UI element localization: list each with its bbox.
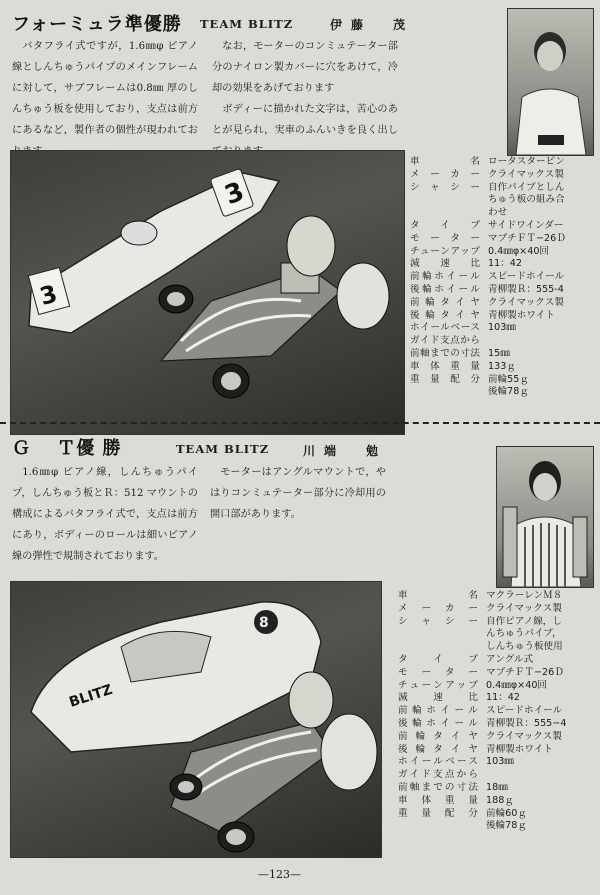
spec-label: モ ー タ ー <box>398 666 478 678</box>
spec-value: 188ｇ <box>486 794 514 806</box>
spec-label: タ イ プ <box>398 653 478 665</box>
section2-col1-text: 1.6㎜φ ピアノ線，しんちゅうパイプ，しんちゅう板とＲ：512 マウントの構成によるバタフライ式で，支点は前方にあり，ボディーのロールは細いピアノ線の弾性で規制されております。 <box>12 467 198 562</box>
spec-value: 自作ピアノ線，し <box>486 615 562 627</box>
spec-row <box>398 795 596 808</box>
spec-row <box>398 680 596 693</box>
section2-col2-text: モーターはアングルマウントで，やはりコンミュテーター部分に冷却用の開口部があります。 <box>210 467 386 520</box>
spec-value: 後輪78ｇ <box>488 386 529 398</box>
spec-value: クライマックス製 <box>486 730 562 742</box>
spec-row <box>398 744 596 757</box>
spec-label: チューンアップ <box>410 245 480 257</box>
spec-row <box>398 654 596 667</box>
spec-value: 0.4㎜φ×40回 <box>486 679 548 691</box>
section2-person: 川端 勉 <box>303 444 388 458</box>
svg-text:BLITZ: BLITZ <box>67 681 115 711</box>
spec-row <box>398 616 596 629</box>
section1-team: TEAM BLITZ <box>200 17 294 31</box>
formula-car-image <box>11 151 404 434</box>
spec-row <box>398 641 596 654</box>
spec-label: 前軸までの寸法 <box>398 781 478 793</box>
spec-value: 青柳製Ｒ：555-4 <box>488 283 564 295</box>
spec-row <box>410 169 596 182</box>
spec-row <box>410 258 596 271</box>
spec-label: 車 名 <box>398 590 478 601</box>
svg-text:8: 8 <box>259 615 269 631</box>
spec-value: マクラーレンＭ８ <box>486 590 563 601</box>
section1-person: 伊藤 茂 <box>330 18 415 32</box>
spec-row <box>398 808 596 821</box>
spec-label: 前輪タイヤ <box>410 296 480 308</box>
spec-value: 15㎜ <box>488 347 510 359</box>
spec-row <box>410 348 596 361</box>
section2-car-photo <box>10 581 382 858</box>
spec-label: 重 量 配 分 <box>410 373 480 385</box>
spec-row <box>410 297 596 310</box>
spec-row <box>398 769 596 782</box>
spec-value <box>486 769 596 782</box>
spec-row <box>398 731 596 744</box>
spec-row <box>398 718 596 731</box>
spec-value: ちゅう板の組み合 <box>488 194 565 206</box>
section1-column2 <box>212 36 398 162</box>
spec-row <box>410 194 596 207</box>
spec-row <box>410 220 596 233</box>
spec-label: 車 体 重 量 <box>410 360 480 372</box>
portrait-figure-image <box>508 9 593 155</box>
section1-col1-text: バタフライ式ですが，1.6㎜φ ピアノ線としんちゅうパイプのメインフレームに対して，サブフレームは0.8㎜ 厚のしんちゅう板を使用しており，支点は前方にあるなど，製作者の個性が現われてお <box>12 41 198 136</box>
spec-value: 前輪55ｇ <box>488 373 529 385</box>
section2-portrait-photo <box>496 446 594 588</box>
spec-label: シ ャ シ ー <box>410 181 480 193</box>
spec-value: 青柳製ホワイト <box>488 309 555 321</box>
spec-value: クライマックス製 <box>488 296 564 308</box>
spec-value: しんちゅう板使用 <box>486 641 563 653</box>
section2-column1 <box>12 462 198 567</box>
spec-value: 0.4㎜φ×40回 <box>488 245 550 257</box>
spec-label: 前輪ホイール <box>410 271 480 283</box>
spec-row <box>410 156 596 169</box>
svg-text:3: 3 <box>36 279 61 311</box>
spec-label: タ イ プ <box>410 219 480 231</box>
spec-row <box>410 284 596 297</box>
spec-row <box>410 386 596 399</box>
spec-row <box>398 590 596 603</box>
spec-label: 車 名 <box>410 156 480 167</box>
spec-label: 後輪ホイール <box>410 283 480 295</box>
page-number: —123— <box>258 868 301 881</box>
section1-portrait-photo <box>507 8 594 156</box>
section2-spec-list <box>398 590 596 833</box>
spec-label: 前軸までの寸法 <box>410 347 480 359</box>
spec-value: 後輪78ｇ <box>486 820 527 832</box>
spec-value: 自作パイプとしん <box>488 181 565 193</box>
spec-row <box>410 322 596 335</box>
spec-label: 前輪ホイール <box>398 705 478 717</box>
section1-column1 <box>12 36 198 162</box>
spec-label: チューンアップ <box>398 679 478 691</box>
spec-row <box>410 207 596 220</box>
spec-row <box>410 271 596 284</box>
spec-value <box>488 335 596 348</box>
spec-row <box>410 310 596 323</box>
portrait-figure-image <box>497 447 593 587</box>
spec-label: 前輪タイヤ <box>398 730 478 742</box>
spec-label: 減 速 比 <box>398 692 478 704</box>
spec-label: 重 量 配 分 <box>398 807 478 819</box>
spec-row <box>410 361 596 374</box>
spec-row <box>398 820 596 833</box>
spec-value: スピードホイール <box>488 271 565 283</box>
section2-column2 <box>210 462 386 525</box>
spec-label: ホイールベース <box>410 322 480 334</box>
spec-row <box>410 182 596 195</box>
spec-value: 前輪60ｇ <box>486 807 527 819</box>
spec-value: わせ <box>488 207 508 219</box>
spec-value: 18㎜ <box>486 781 508 793</box>
section1-spec-list <box>410 156 596 399</box>
spec-value: サイドワインダー <box>488 219 564 231</box>
section2-title: Ｇ Ｔ優 勝 <box>12 438 122 459</box>
spec-value: ロータスターピン <box>488 156 565 167</box>
spec-value: 103㎜ <box>488 322 516 334</box>
spec-value: 青柳製Ｒ：555−4 <box>486 717 567 729</box>
spec-row <box>398 705 596 718</box>
spec-label: 後輪タイヤ <box>410 309 480 321</box>
section1-car-photo <box>10 150 405 435</box>
spec-label: 減 速 比 <box>410 258 480 270</box>
section1-title: フォーミュラ準優勝 <box>12 14 182 35</box>
svg-text:3: 3 <box>220 176 249 212</box>
spec-value: んちゅうパイプ， <box>486 628 562 640</box>
spec-value: 青柳製ホワイト <box>486 743 553 755</box>
spec-row <box>398 603 596 616</box>
gt-car-image <box>11 582 381 857</box>
spec-label: モ ー タ ー <box>410 232 480 244</box>
spec-label: メ ー カ ー <box>398 602 478 614</box>
spec-row <box>410 335 596 348</box>
spec-row <box>398 782 596 795</box>
spec-value: 103㎜ <box>486 756 514 768</box>
spec-value: マブチＦＴ−26Ｄ <box>486 666 564 678</box>
spec-label: メ ー カ ー <box>410 168 480 180</box>
spec-value: クライマックス製 <box>488 168 564 180</box>
spec-row <box>410 246 596 259</box>
section1-col2-para2: ボディーに描かれた文字は，苦心のあとが見られ，実車のふんいきを良く出し <box>212 104 398 136</box>
spec-row <box>398 756 596 769</box>
spec-label: ガイド支点から <box>398 769 478 781</box>
spec-label: 後輪ホイール <box>398 717 478 729</box>
spec-label: シ ャ シ ー <box>398 615 478 627</box>
section2-team: TEAM BLITZ <box>176 442 270 456</box>
spec-row <box>410 233 596 246</box>
spec-value: スピードホイール <box>486 705 563 717</box>
section-divider <box>0 422 600 424</box>
spec-row <box>410 374 596 387</box>
spec-value: アングル式 <box>486 653 534 665</box>
spec-value: 11：42 <box>486 692 521 704</box>
spec-label: ホイールベース <box>398 756 478 768</box>
spec-value: マブチＦＴ−26Ｄ <box>488 232 566 244</box>
spec-value: クライマックス製 <box>486 602 562 614</box>
spec-value: 133ｇ <box>488 360 516 372</box>
section1-col2-para1: なお，モーターのコンミュテーター部分のナイロン製カバーに穴をあけて，冷却の効果をあげております <box>212 41 398 94</box>
spec-label: 車 体 重 量 <box>398 794 478 806</box>
spec-row <box>398 692 596 705</box>
spec-row <box>398 628 596 641</box>
spec-label: 後輪タイヤ <box>398 743 478 755</box>
spec-row <box>398 667 596 680</box>
spec-label: ガイド支点から <box>410 335 480 347</box>
spec-value: 11：42 <box>488 258 523 270</box>
